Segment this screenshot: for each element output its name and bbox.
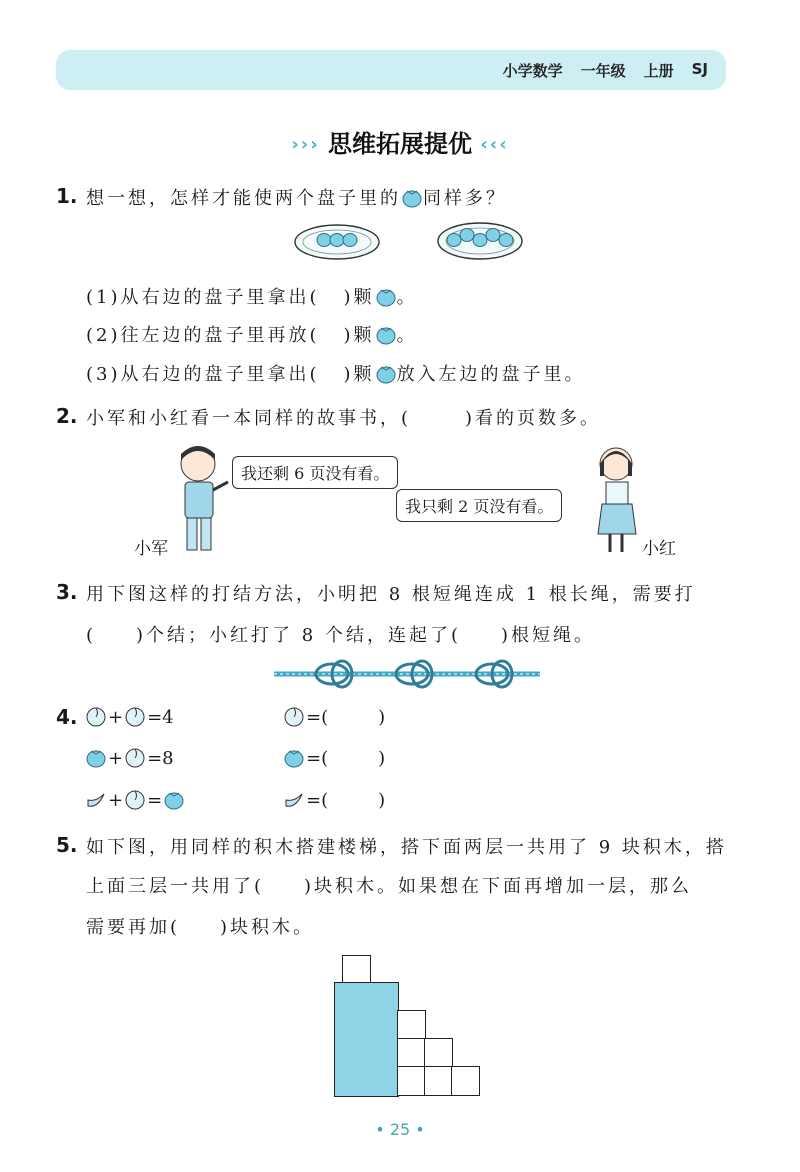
- strawberry-icon: [375, 285, 397, 307]
- plus-sign: +: [108, 790, 124, 811]
- q4-row-2-left: [84, 746, 174, 769]
- block: [424, 1038, 453, 1068]
- q1-part-1-a: (1)从右边的盘子里拿出(: [86, 287, 320, 308]
- q5-line-1: 如下图，用同样的积木搭建楼梯，搭下面两层一共用了 9 块积木，搭: [86, 837, 727, 858]
- q1-part-2-a: (2)往左边的盘子里再放(: [86, 325, 320, 346]
- answer-blank[interactable]: [320, 287, 344, 308]
- q4-row-3-eq: =: [147, 790, 163, 811]
- block: [397, 1066, 426, 1096]
- q3-line-1: 用下图这样的打结方法，小明把 8 根短绳连成 1 根长绳，需要打: [86, 584, 696, 605]
- q4-row-1-eq: =(: [306, 707, 329, 728]
- section-title-text: 思维拓展提优: [328, 130, 472, 158]
- header-info: [503, 60, 708, 81]
- question-number: 3.: [56, 580, 78, 604]
- q4-row-2-eq: =(: [306, 748, 329, 769]
- peach-icon: [84, 705, 108, 727]
- q4-row-2-right: [282, 746, 385, 769]
- q1-stem: [86, 184, 507, 210]
- girl-name: 小红: [642, 539, 676, 559]
- q4-row-2-close: ): [378, 748, 386, 769]
- header-subject: 小学数学: [502, 62, 563, 80]
- strawberry-icon: [375, 362, 397, 384]
- plus-sign: +: [108, 748, 124, 769]
- banana-icon: [282, 788, 306, 810]
- peach-icon: [123, 705, 147, 727]
- header-edition: SJ: [691, 60, 708, 78]
- strawberry-icon: [343, 234, 357, 247]
- banana-icon: [84, 788, 108, 810]
- q5-line3-a: 需要再加(: [86, 917, 181, 938]
- answer-blank[interactable]: [320, 364, 344, 385]
- strawberry-icon: [375, 323, 397, 345]
- block: [342, 955, 371, 984]
- question-number: 2.: [56, 404, 78, 428]
- q5-line-2: [86, 872, 692, 898]
- q1-part-3-b: )颗: [343, 364, 375, 385]
- rope-knots-illustration: [272, 656, 542, 692]
- left-plate: [292, 220, 382, 262]
- boy-figure: [168, 442, 238, 560]
- q3-line2-b: )个结；小红打了 8 个结，连起了(: [136, 625, 461, 646]
- q3-line2-c: )根短绳。: [500, 625, 596, 646]
- peach-icon: [123, 746, 147, 768]
- block: [397, 1010, 426, 1040]
- q4-row-3-left: [84, 788, 186, 811]
- q4-row-1-left: [84, 705, 174, 728]
- answer-blank[interactable]: [411, 408, 465, 429]
- q1-part-3-c: 放入左边的盘子里。: [396, 364, 586, 385]
- q4-row-2-result: =8: [147, 748, 174, 769]
- q1-part-1-b: )颗: [343, 287, 375, 308]
- strawberry-icon: [401, 186, 423, 208]
- q1-part-2: [86, 321, 418, 347]
- chevron-right-icon: ›››: [291, 134, 320, 155]
- header-grade: 一年级: [580, 62, 626, 80]
- answer-blank[interactable]: [96, 625, 136, 646]
- answer-blank[interactable]: [264, 876, 304, 897]
- strawberry-icon: [486, 229, 500, 242]
- block: [424, 1066, 453, 1096]
- header-band: [56, 50, 726, 90]
- q1-stem-a: 想一想，怎样才能使两个盘子里的: [86, 188, 401, 209]
- strawberry-icon: [162, 788, 186, 810]
- question-number: 5.: [56, 833, 78, 857]
- strawberry-icon: [499, 234, 513, 247]
- q4-row-1-close: ): [378, 707, 386, 728]
- plus-sign: +: [108, 707, 124, 728]
- q1-part-2-c: 。: [396, 325, 418, 346]
- q5-line2-b: )块积木。如果想在下面再增加一层，那么: [304, 876, 693, 897]
- answer-blank[interactable]: [328, 748, 378, 769]
- strawberry-icon: [473, 234, 487, 247]
- q4-row-1-result: =4: [147, 707, 174, 728]
- q4-row-3-right: [282, 788, 385, 811]
- wooden-board: [334, 982, 399, 1097]
- answer-blank[interactable]: [328, 790, 378, 811]
- block: [397, 1038, 426, 1068]
- girl-figure: [588, 442, 648, 560]
- q3-line-2: [86, 621, 595, 647]
- strawberry-icon: [282, 746, 306, 768]
- q1-part-2-b: )颗: [343, 325, 375, 346]
- header-volume: 上册: [643, 62, 674, 80]
- question-number: 4.: [56, 705, 78, 729]
- answer-blank[interactable]: [180, 917, 220, 938]
- strawberry-icon: [317, 234, 331, 247]
- q1-part-1-c: 。: [396, 287, 418, 308]
- q2-stem-a: 小军和小红看一本同样的故事书，(: [86, 408, 412, 429]
- q1-part-3: [86, 360, 586, 386]
- q1-stem-b: 同样多？: [423, 188, 507, 209]
- section-title: [0, 124, 800, 159]
- girl-speech-bubble: 我只剩 2 页没有看。: [396, 489, 562, 522]
- chevron-left-icon: ‹‹‹: [480, 134, 509, 155]
- page-number: • 25 •: [375, 1120, 425, 1139]
- strawberry-icon: [447, 234, 461, 247]
- q4-row-3-eq-right: =(: [306, 790, 329, 811]
- strawberry-icon: [84, 746, 108, 768]
- strawberry-icon: [460, 229, 474, 242]
- q2-stem-b: )看的页数多。: [465, 408, 602, 429]
- q5-line-3: [86, 913, 314, 939]
- q4-row-3-close: ): [378, 790, 386, 811]
- q5-line3-b: )块积木。: [220, 917, 315, 938]
- right-plate: [435, 216, 525, 262]
- answer-blank[interactable]: [320, 325, 344, 346]
- q1-part-1: [86, 283, 418, 309]
- boy-speech-bubble: 我还剩 6 页没有看。: [232, 456, 398, 489]
- q1-part-3-a: (3)从右边的盘子里拿出(: [86, 364, 320, 385]
- block: [451, 1066, 480, 1096]
- q2-stem: [86, 404, 601, 430]
- q3-line2-a: (: [86, 625, 97, 646]
- q4-row-1-right: [282, 705, 385, 728]
- boy-name: 小军: [134, 539, 168, 559]
- strawberry-icon: [330, 234, 344, 247]
- q5-line2-a: 上面三层一共用了(: [86, 876, 265, 897]
- peach-icon: [282, 705, 306, 727]
- peach-icon: [123, 788, 147, 810]
- answer-blank[interactable]: [461, 625, 501, 646]
- answer-blank[interactable]: [328, 707, 378, 728]
- question-number: 1.: [56, 184, 78, 208]
